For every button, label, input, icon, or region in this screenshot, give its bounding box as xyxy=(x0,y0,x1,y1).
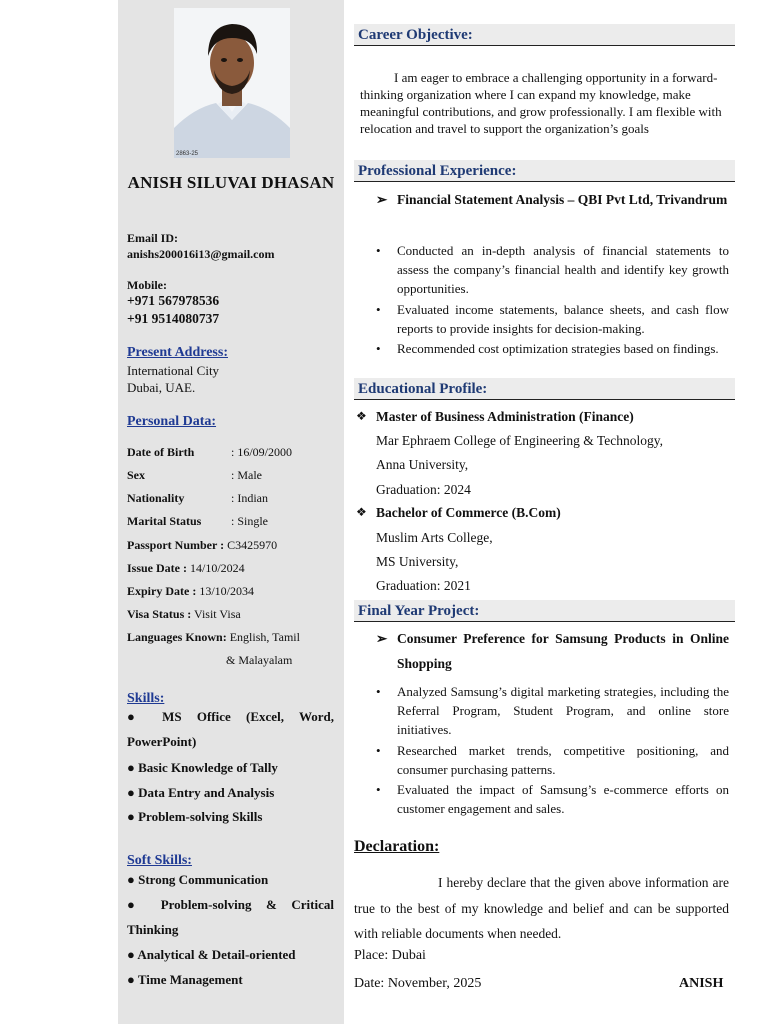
mobile-label: Mobile: xyxy=(127,278,167,292)
degree-line: Graduation: 2024 xyxy=(376,482,471,497)
soft-skill-item-cont: Thinking xyxy=(127,922,179,937)
project-title: ➢ Consumer Preference for Samsung Products in Online Shopping xyxy=(376,626,729,676)
personal-row: Marital Status : Single xyxy=(127,514,269,528)
soft-skill-item: ● Problem-solving & Critical xyxy=(127,897,334,912)
personal-row: Passport Number : C3425970 xyxy=(127,538,278,552)
diamond-bullet-icon: ❖ xyxy=(356,409,367,423)
signature-name: ANISH xyxy=(679,976,724,991)
languages-continued: & Malayalam xyxy=(226,653,293,667)
experience-heading: Professional Experience: xyxy=(354,160,735,182)
personal-heading: Personal Data: xyxy=(127,414,217,429)
experience-bullet: • Evaluated income statements, balance sheets, and cash flow reports to provide insights for decision-making. xyxy=(376,302,729,336)
skill-item: ● Basic Knowledge of Tally xyxy=(127,760,278,775)
personal-row: Expiry Date : 13/10/2034 xyxy=(127,584,254,598)
skill-item: ● MS Office (Excel, Word, xyxy=(127,709,334,724)
personal-row: Nationality : Indian xyxy=(127,491,268,505)
declaration-text: I hereby declare that the given above information are true to the best of my knowledge and belief and can be supported with reliable documents when needed. xyxy=(354,875,729,941)
personal-row: Languages Known: English, Tamil xyxy=(127,630,300,644)
photo-caption: 2863-25 xyxy=(176,151,199,157)
arrow-bullet-icon: ➢ xyxy=(376,631,388,646)
experience-bullet: • Recommended cost optimization strategies based on findings. xyxy=(376,341,719,356)
project-bullet: • Evaluated the impact of Samsung’s e-commerce efforts on customer engagement and sales. xyxy=(376,782,729,816)
objective-heading: Career Objective: xyxy=(354,24,735,46)
profile-photo xyxy=(174,8,290,158)
sidebar xyxy=(118,0,344,1024)
degree-line: MS University, xyxy=(376,554,459,569)
phone-india[interactable]: +91 9514080737 xyxy=(127,311,220,326)
degree-title: Master of Business Administration (Finance) xyxy=(376,409,634,424)
project-bullet: • Researched market trends, competitive positioning, and consumer purchasing patterns. xyxy=(376,743,729,777)
declaration-date: Date: November, 2025 xyxy=(354,976,482,991)
soft-skill-item: ● Time Management xyxy=(127,972,243,987)
experience-role: ➢ Financial Statement Analysis – QBI Pvt Ltd, Trivandrum xyxy=(376,187,729,212)
email-value[interactable]: anishs200016i13@gmail.com xyxy=(127,247,275,261)
bullet-icon: • xyxy=(376,743,381,758)
bullet-icon: • xyxy=(376,302,381,317)
bullet-icon: • xyxy=(376,243,381,258)
declaration-heading: Declaration: xyxy=(354,838,440,855)
project-heading: Final Year Project: xyxy=(354,600,735,622)
personal-row: Sex : Male xyxy=(127,468,262,482)
phone-uae[interactable]: +971 567978536 xyxy=(127,293,220,308)
candidate-name: ANISH SILUVAI DHASAN xyxy=(127,173,335,192)
objective-text: I am eager to embrace a challenging opportunity in a forward-thinking organization where I can expand my knowledge, make meaningful contributions, and grow professionally. I am flexible with relocation and travel to support the organization’s goals xyxy=(360,70,722,136)
person-photo-icon xyxy=(174,8,290,158)
skill-item-cont: PowerPoint) xyxy=(127,734,197,749)
email-label: Email ID: xyxy=(127,231,178,245)
experience-bullet: • Conducted an in-depth analysis of financial statements to assess the company’s financial health and identify key growth opportunities. xyxy=(376,243,729,296)
skill-item: ● Data Entry and Analysis xyxy=(127,785,275,800)
personal-row: Visa Status : Visit Visa xyxy=(127,607,241,621)
bullet-icon: • xyxy=(376,684,381,699)
soft-skill-item: ● Strong Communication xyxy=(127,872,269,887)
arrow-bullet-icon: ➢ xyxy=(376,192,388,207)
degree-title: Bachelor of Commerce (B.Com) xyxy=(376,505,561,520)
address-heading: Present Address: xyxy=(127,345,228,360)
personal-row: Issue Date : 14/10/2024 xyxy=(127,561,245,575)
soft-skill-item: ● Analytical & Detail-oriented xyxy=(127,947,296,962)
skill-item: ● Problem-solving Skills xyxy=(127,809,263,824)
degree-line: Muslim Arts College, xyxy=(376,530,493,545)
education-heading: Educational Profile: xyxy=(354,378,735,400)
degree-line: Mar Ephraem College of Engineering & Technology, xyxy=(376,433,663,448)
bullet-icon: • xyxy=(376,341,381,356)
degree-line: Graduation: 2021 xyxy=(376,578,471,593)
diamond-bullet-icon: ❖ xyxy=(356,505,367,519)
degree-line: Anna University, xyxy=(376,457,469,472)
address-line: Dubai, UAE. xyxy=(127,380,196,395)
bullet-icon: • xyxy=(376,782,381,797)
personal-row: Date of Birth : 16/09/2000 xyxy=(127,445,293,459)
address-line: International City xyxy=(127,363,220,378)
project-bullet: • Analyzed Samsung’s digital marketing strategies, including the Referral Program, Student Program, and online store initiatives. xyxy=(376,684,729,737)
skills-heading: Skills: xyxy=(127,691,165,706)
soft-skills-heading: Soft Skills: xyxy=(127,853,192,868)
declaration-place: Place: Dubai xyxy=(354,948,426,963)
